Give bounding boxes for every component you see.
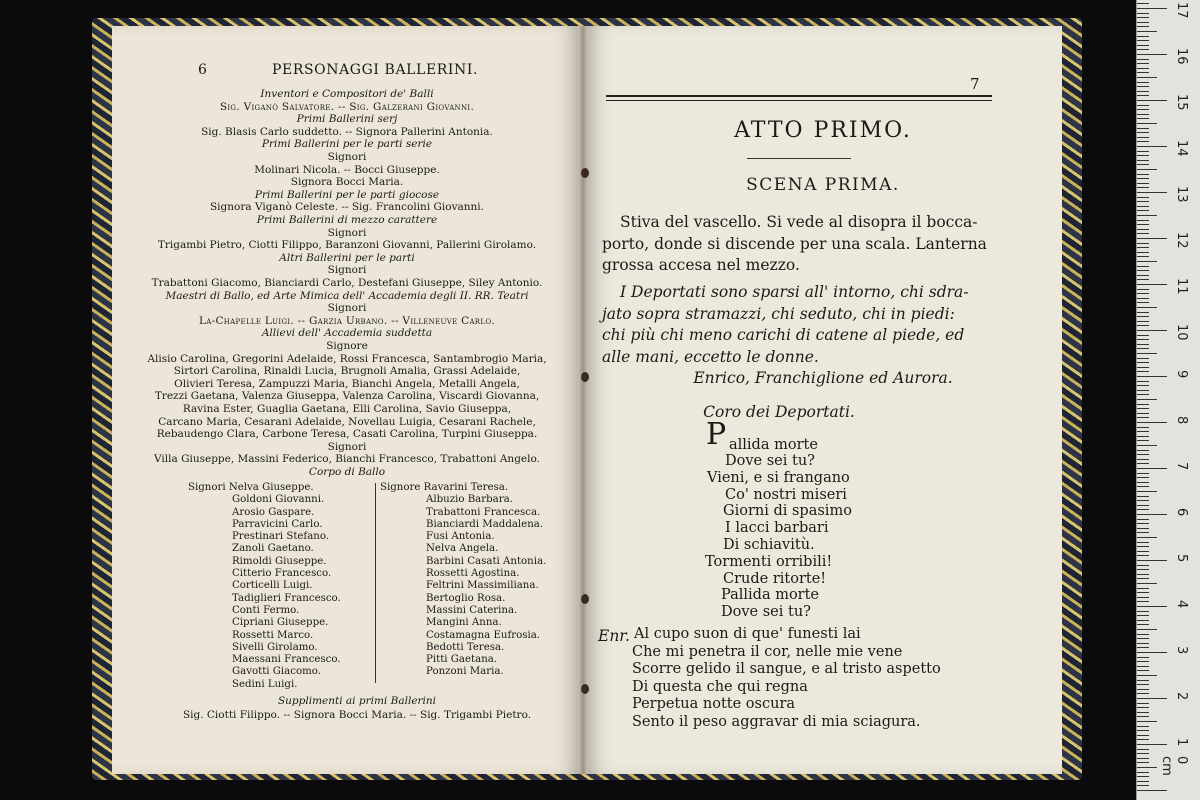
ruler-tick bbox=[1137, 509, 1149, 510]
corpo-entry: Rossetti Agostina. bbox=[426, 568, 520, 580]
corpo-entry: Sivelli Girolamo. bbox=[232, 641, 318, 653]
ruler-tick bbox=[1137, 289, 1149, 290]
ruler-tick bbox=[1137, 735, 1149, 736]
ruler-tick bbox=[1137, 40, 1149, 41]
ruler-tick bbox=[1137, 348, 1149, 349]
cast-line: Corpo di Ballo bbox=[308, 466, 386, 478]
ruler-tick bbox=[1137, 128, 1149, 129]
cast-line: Signori bbox=[327, 302, 367, 315]
ruler-tick bbox=[1137, 22, 1149, 23]
corpo-entry: Nelva Angela. bbox=[426, 543, 499, 555]
ruler-tick bbox=[1137, 753, 1149, 754]
ruler-tick bbox=[1137, 693, 1149, 694]
ruler-number: 7 bbox=[1174, 462, 1189, 471]
ruler-number: 12 bbox=[1174, 232, 1189, 249]
ruler-tick bbox=[1137, 528, 1149, 529]
ruler-tick bbox=[1137, 358, 1149, 359]
enrico-line: Scorre gelido il sangue, e al tristo aspetto bbox=[632, 661, 941, 677]
ruler-tick bbox=[1137, 408, 1149, 409]
corpo-entry: Zanoli Gaetano. bbox=[232, 543, 314, 555]
cast-line: Villa Giuseppe, Massini Federico, Bianchi Francesco, Trabattoni Angelo. bbox=[154, 453, 540, 466]
ruler-tick bbox=[1137, 698, 1167, 699]
corpo-entry: Parravicini Carlo. bbox=[232, 518, 323, 530]
ruler-tick bbox=[1137, 371, 1149, 372]
ruler-tick bbox=[1137, 445, 1157, 446]
corpo-entry: Ponzoni Maria. bbox=[426, 666, 504, 678]
ruler-tick bbox=[1137, 776, 1149, 777]
ruler-tick bbox=[1137, 45, 1149, 46]
supplimenti-line: Sig. Ciotti Filippo. -- Signora Bocci Maria. -- Sig. Trigambi Pietro. bbox=[182, 709, 532, 721]
ruler-number: 13 bbox=[1174, 186, 1189, 203]
ruler-tick bbox=[1137, 13, 1149, 14]
ruler-tick bbox=[1137, 105, 1149, 106]
ruler-tick bbox=[1137, 284, 1167, 285]
corpo-entry: Tadiglieri Francesco. bbox=[232, 592, 341, 604]
ruler-tick bbox=[1137, 767, 1157, 768]
ruler-tick bbox=[1137, 367, 1149, 368]
ruler-tick bbox=[1137, 431, 1149, 432]
ruler-tick bbox=[1137, 721, 1157, 722]
ruler-tick bbox=[1137, 523, 1149, 524]
ruler-tick bbox=[1137, 31, 1157, 32]
corpo-entry: Conti Fermo. bbox=[232, 604, 300, 616]
cast-line: Primi Ballerini serj bbox=[296, 113, 398, 126]
ruler-tick bbox=[1137, 744, 1167, 745]
dropcap: P bbox=[706, 417, 727, 452]
corpo-entry: Goldoni Giovanni. bbox=[232, 494, 325, 506]
supplimenti-title: Supplimenti ai primi Ballerini bbox=[277, 695, 437, 707]
ruler-tick bbox=[1137, 132, 1149, 133]
corpo-entry: Costamagna Eufrosia. bbox=[426, 629, 541, 641]
ruler-tick bbox=[1137, 91, 1149, 92]
ruler-tick bbox=[1137, 206, 1149, 207]
enrico-line: Che mi penetra il cor, nelle mie vene bbox=[632, 643, 903, 660]
ruler-number: 8 bbox=[1174, 416, 1189, 425]
ruler-number: 5 bbox=[1174, 554, 1189, 563]
ruler-tick bbox=[1137, 36, 1149, 37]
ruler-tick bbox=[1137, 707, 1149, 708]
ruler-tick bbox=[1137, 468, 1167, 469]
ruler-tick bbox=[1137, 491, 1157, 492]
ruler-tick bbox=[1137, 505, 1149, 506]
ruler-number: 17 bbox=[1174, 2, 1189, 19]
ruler-tick bbox=[1137, 187, 1149, 188]
cast-line: La-Chapelle Luigi. -- Garzia Urbano. -- Villeneuve Carlo. bbox=[198, 314, 496, 327]
ruler-number: 2 bbox=[1174, 692, 1189, 701]
cast-line: Trigambi Pietro, Ciotti Filippo, Baranzoni Giovanni, Pallerini Girolamo. bbox=[157, 239, 537, 252]
ruler-tick bbox=[1137, 100, 1167, 101]
ruler-number: 15 bbox=[1174, 94, 1189, 111]
ruler-tick bbox=[1137, 174, 1149, 175]
ruler-tick bbox=[1137, 325, 1149, 326]
ruler-tick bbox=[1137, 670, 1149, 671]
ruler-number: 6 bbox=[1174, 508, 1189, 517]
left-page-number: 6 bbox=[198, 62, 208, 78]
ruler-tick bbox=[1137, 680, 1149, 681]
ruler-tick bbox=[1137, 72, 1149, 73]
ruler-tick bbox=[1137, 486, 1149, 487]
cast-line: Signori bbox=[327, 440, 367, 453]
header-rule-top bbox=[606, 95, 992, 97]
left-page-title: PERSONAGGI BALLERINI. bbox=[272, 62, 479, 78]
cast-line: Sig. Blasis Carlo suddetto. -- Signora Pallerini Antonia. bbox=[201, 125, 493, 138]
ruler-tick bbox=[1137, 330, 1167, 331]
ruler-tick bbox=[1137, 151, 1149, 152]
ruler-number: 0 cm bbox=[1159, 756, 1189, 776]
ruler-tick bbox=[1137, 555, 1149, 556]
ruler-tick bbox=[1137, 758, 1149, 759]
cast-line: Inventori e Compositori de' Balli bbox=[260, 88, 434, 100]
ruler-tick bbox=[1137, 624, 1149, 625]
ruler-tick bbox=[1137, 427, 1149, 428]
ruler-tick bbox=[1137, 500, 1149, 501]
ruler-tick bbox=[1137, 551, 1149, 552]
ruler-tick bbox=[1137, 542, 1149, 543]
measurement-ruler bbox=[1136, 0, 1200, 800]
corpo-entry: Gavotti Giacomo. bbox=[232, 666, 321, 678]
ruler-number: 16 bbox=[1174, 48, 1189, 65]
ruler-tick bbox=[1137, 684, 1149, 685]
ruler-tick bbox=[1137, 661, 1149, 662]
cast-line: Signora Viganò Celeste. -- Sig. Francolini Giovanni. bbox=[209, 201, 484, 214]
characters-line: Enrico, Franchiglione ed Aurora. bbox=[693, 369, 953, 387]
ruler-tick bbox=[1137, 3, 1149, 4]
ruler-tick bbox=[1137, 137, 1149, 138]
ruler-tick bbox=[1137, 256, 1149, 257]
column-divider bbox=[375, 483, 376, 683]
ruler-number: 11 bbox=[1174, 278, 1189, 295]
ruler-tick bbox=[1137, 560, 1167, 561]
ruler-tick bbox=[1137, 422, 1167, 423]
cast-line: Signori bbox=[327, 226, 367, 239]
ruler-tick bbox=[1137, 519, 1149, 520]
ruler-tick bbox=[1137, 454, 1149, 455]
corpo-entry: Pitti Gaetana. bbox=[426, 654, 498, 666]
speaker-label: Enr. bbox=[598, 627, 630, 645]
ruler-tick bbox=[1137, 252, 1149, 253]
ruler-tick bbox=[1137, 312, 1149, 313]
ruler-tick bbox=[1137, 436, 1149, 437]
chorus-line: I lacci barbari bbox=[725, 520, 829, 537]
direction-line: grossa accesa nel mezzo. bbox=[602, 256, 800, 275]
ruler-number: 10 bbox=[1174, 324, 1189, 341]
chorus-line: Crude ritorte! bbox=[723, 570, 827, 587]
description-line: jato sopra stramazzi, chi seduto, chi in piedi: bbox=[602, 304, 955, 323]
ruler-tick bbox=[1137, 123, 1157, 124]
ruler-tick bbox=[1137, 629, 1157, 630]
corpo-entry: Mangini Anna. bbox=[426, 617, 502, 629]
ruler-tick bbox=[1137, 275, 1149, 276]
ruler-tick bbox=[1137, 192, 1167, 193]
ruler-tick bbox=[1137, 8, 1167, 9]
ruler-tick bbox=[1137, 270, 1149, 271]
ruler-tick bbox=[1137, 201, 1149, 202]
ruler-tick bbox=[1137, 261, 1157, 262]
ruler-tick bbox=[1137, 459, 1149, 460]
corpo-entry: Maessani Francesco. bbox=[232, 654, 341, 666]
ruler-tick bbox=[1137, 716, 1149, 717]
ruler-tick bbox=[1137, 588, 1149, 589]
act-title: ATTO PRIMO. bbox=[734, 118, 912, 143]
ruler-tick bbox=[1137, 666, 1149, 667]
corpo-entry: Massini Caterina. bbox=[426, 604, 518, 616]
ruler-tick bbox=[1137, 592, 1149, 593]
ruler-tick bbox=[1137, 537, 1157, 538]
ruler-tick bbox=[1137, 482, 1149, 483]
ruler-tick bbox=[1137, 183, 1149, 184]
direction-line: Stiva del vascello. Si vede al disopra il bocca- bbox=[620, 213, 978, 231]
cast-line: Trezzi Gaetana, Valenza Giuseppa, Valenza Carolina, Viscardi Giovanna, bbox=[154, 390, 540, 403]
ruler-tick bbox=[1137, 82, 1149, 83]
cast-line: Olivieri Teresa, Zampuzzi Maria, Bianchi Angela, Metalli Angela, bbox=[174, 377, 520, 390]
chorus-line: Dove sei tu? bbox=[721, 604, 811, 621]
ruler-tick bbox=[1137, 238, 1167, 239]
corpo-entry: Citterio Francesco. bbox=[232, 568, 332, 580]
ruler-tick bbox=[1137, 652, 1167, 653]
corpo-entry: Corticelli Luigi. bbox=[232, 580, 313, 592]
ruler-tick bbox=[1137, 49, 1149, 50]
ruler-tick bbox=[1137, 601, 1149, 602]
corpo-entry: Signori Nelva Giuseppe. bbox=[188, 482, 314, 493]
ruler-tick bbox=[1137, 307, 1157, 308]
ruler-tick bbox=[1137, 496, 1149, 497]
ruler-tick bbox=[1137, 583, 1157, 584]
cast-line: Trabattoni Giacomo, Bianciardi Carlo, Destefani Giuseppe, Siley Antonio. bbox=[151, 277, 543, 289]
cast-line: Alisio Carolina, Gregorini Adelaide, Rossi Francesca, Santambrogio Maria, bbox=[147, 352, 547, 365]
corpo-entry: Rimoldi Giuseppe. bbox=[232, 555, 327, 567]
description-line: I Deportati sono sparsi all' intorno, chi sdra- bbox=[620, 283, 969, 301]
cast-line: Molinari Nicola. -- Bocci Giuseppe. bbox=[254, 163, 440, 176]
cast-line: Signora Bocci Maria. bbox=[290, 176, 404, 189]
cast-line: Signore bbox=[326, 340, 368, 352]
left-page-text bbox=[112, 0, 582, 800]
ruler-number: 4 bbox=[1174, 600, 1189, 609]
ruler-tick bbox=[1137, 399, 1157, 400]
corpo-left-column bbox=[188, 482, 341, 691]
ruler-tick bbox=[1137, 293, 1149, 294]
direction-line: porto, donde si discende per una scala. Lanterna bbox=[602, 234, 987, 253]
cast-line: Primi Ballerini di mezzo carattere bbox=[256, 214, 438, 226]
scene-title: SCENA PRIMA. bbox=[746, 175, 900, 195]
ruler-tick bbox=[1137, 606, 1167, 607]
ruler-tick bbox=[1137, 463, 1149, 464]
ruler-tick bbox=[1137, 169, 1157, 170]
ruler-tick bbox=[1137, 450, 1149, 451]
ruler-tick bbox=[1137, 546, 1149, 547]
ruler-tick bbox=[1137, 404, 1149, 405]
ruler-tick bbox=[1137, 95, 1149, 96]
ruler-tick bbox=[1137, 220, 1149, 221]
enrico-line: Perpetua notte oscura bbox=[632, 696, 796, 712]
ruler-tick bbox=[1137, 118, 1149, 119]
ruler-tick bbox=[1137, 739, 1149, 740]
ruler-tick bbox=[1137, 394, 1149, 395]
corpo-entry: Prestinari Stefano. bbox=[232, 531, 330, 543]
ruler-tick bbox=[1137, 657, 1149, 658]
ruler-tick bbox=[1137, 155, 1149, 156]
ruler-tick bbox=[1137, 63, 1149, 64]
ruler-tick bbox=[1137, 279, 1149, 280]
corpo-entry: Rossetti Marco. bbox=[232, 629, 314, 641]
ruler-tick bbox=[1137, 197, 1149, 198]
ruler-tick bbox=[1137, 141, 1149, 142]
ruler-tick bbox=[1137, 689, 1149, 690]
chorus-line: Tormenti orribili! bbox=[705, 553, 833, 570]
ruler-tick bbox=[1137, 634, 1149, 635]
ruler-tick bbox=[1137, 335, 1149, 336]
cast-line: Ravina Ester, Guaglia Gaetana, Elli Carolina, Savio Giuseppa, bbox=[182, 403, 512, 415]
cast-line: Sirtori Carolina, Rinaldi Lucia, Brugnoli Amalia, Grassi Adelaide, bbox=[173, 365, 521, 378]
enrico-line: Di questa che qui regna bbox=[632, 678, 808, 695]
ruler-tick bbox=[1137, 730, 1149, 731]
corpo-entry: Arosio Gaspare. bbox=[232, 506, 315, 518]
ruler-tick bbox=[1137, 532, 1149, 533]
ruler-tick bbox=[1137, 376, 1167, 377]
right-page-number: 7 bbox=[970, 75, 980, 93]
ruler-tick bbox=[1137, 385, 1149, 386]
ruler-tick bbox=[1137, 224, 1149, 225]
ruler-tick bbox=[1137, 160, 1149, 161]
ruler-tick bbox=[1137, 164, 1149, 165]
corpo-entry: Sedini Luigi. bbox=[232, 678, 298, 690]
description-line: chi più chi meno carichi di catene al piede, ed bbox=[602, 326, 965, 345]
ruler-tick bbox=[1137, 243, 1149, 244]
ruler-tick bbox=[1137, 647, 1149, 648]
binding-hole bbox=[581, 684, 589, 694]
ruler-tick bbox=[1137, 675, 1157, 676]
ruler-tick bbox=[1137, 215, 1157, 216]
ruler-number: 14 bbox=[1174, 140, 1189, 157]
act-underline bbox=[747, 158, 851, 159]
ruler-tick bbox=[1137, 77, 1157, 78]
ruler-number: 9 bbox=[1174, 370, 1189, 379]
ruler-tick bbox=[1137, 59, 1149, 60]
corpo-entry: Bertoglio Rosa. bbox=[426, 592, 506, 604]
corpo-entry: Bianciardi Maddalena. bbox=[426, 518, 544, 530]
ruler-tick bbox=[1137, 477, 1149, 478]
cast-line: Allievi dell' Accademia suddetta bbox=[261, 327, 433, 340]
cast-line: Altri Ballerini per le parti bbox=[279, 251, 415, 264]
ruler-tick bbox=[1137, 417, 1149, 418]
ruler-tick bbox=[1137, 712, 1149, 713]
ruler-tick bbox=[1137, 229, 1149, 230]
ruler-tick bbox=[1137, 321, 1149, 322]
ruler-tick bbox=[1137, 86, 1149, 87]
ruler-tick bbox=[1137, 611, 1149, 612]
chorus-line: Co' nostri miseri bbox=[725, 486, 847, 503]
corpo-entry: Albuzio Barbara. bbox=[426, 494, 513, 506]
ruler-tick bbox=[1137, 569, 1149, 570]
corpo-entry: Feltrini Massimiliana. bbox=[426, 580, 539, 592]
ruler-tick bbox=[1137, 565, 1149, 566]
ruler-tick bbox=[1137, 114, 1149, 115]
ruler-tick bbox=[1137, 302, 1149, 303]
ruler-tick bbox=[1137, 514, 1167, 515]
ruler-tick bbox=[1137, 247, 1149, 248]
ruler-tick bbox=[1137, 266, 1149, 267]
ruler-tick bbox=[1137, 578, 1149, 579]
corpo-entry: Signore Ravarini Teresa. bbox=[380, 482, 509, 493]
ruler-tick bbox=[1137, 17, 1149, 18]
ruler-tick bbox=[1137, 339, 1149, 340]
ruler-tick bbox=[1137, 146, 1167, 147]
cast-line: Maestri di Ballo, ed Arte Mimica dell' Accademia degli II. RR. Teatri bbox=[165, 289, 529, 302]
ruler-tick bbox=[1137, 26, 1149, 27]
cast-line: Rebaudengo Clara, Carbone Teresa, Casati Carolina, Turpini Giuseppa. bbox=[156, 428, 538, 441]
cast-line: Signori bbox=[327, 151, 367, 163]
chorus-line: Dove sei tu? bbox=[725, 453, 815, 469]
chorus-title: Coro dei Deportati. bbox=[703, 403, 855, 421]
ruler-tick bbox=[1137, 54, 1167, 55]
corpo-right-column bbox=[380, 482, 546, 679]
ruler-tick bbox=[1137, 703, 1149, 704]
cast-line: Signori bbox=[327, 264, 367, 277]
ruler-tick bbox=[1137, 109, 1149, 110]
chorus-line: Pallida morte bbox=[721, 587, 820, 604]
ruler-tick bbox=[1137, 762, 1149, 763]
ruler-tick bbox=[1137, 68, 1149, 69]
ruler-tick bbox=[1137, 620, 1149, 621]
chorus-line: allida morte bbox=[729, 437, 818, 453]
cast-line: Carcano Maria, Cesarani Adelaide, Novellau Luigia, Cesarani Rachele, bbox=[158, 415, 536, 428]
ruler-tick bbox=[1137, 726, 1149, 727]
ruler-tick bbox=[1137, 390, 1149, 391]
ruler-tick bbox=[1137, 597, 1149, 598]
ruler-tick bbox=[1137, 749, 1149, 750]
enrico-line: Al cupo suon di que' funesti lai bbox=[634, 626, 861, 642]
ruler-tick bbox=[1137, 353, 1157, 354]
ruler-tick bbox=[1137, 643, 1149, 644]
ruler-number: 1 bbox=[1174, 738, 1189, 747]
ruler-tick bbox=[1137, 210, 1149, 211]
ruler-tick bbox=[1137, 473, 1149, 474]
ruler-tick bbox=[1137, 298, 1149, 299]
ruler-tick bbox=[1137, 790, 1167, 791]
ruler-number: 3 bbox=[1174, 646, 1189, 655]
binding-hole bbox=[581, 594, 589, 604]
chorus-line: Giorni di spasimo bbox=[723, 503, 852, 520]
ruler-tick bbox=[1137, 638, 1149, 639]
ruler-tick bbox=[1137, 381, 1149, 382]
ruler-tick bbox=[1137, 316, 1149, 317]
header-rule-bottom bbox=[606, 100, 992, 101]
corpo-entry: Bedotti Teresa. bbox=[426, 641, 505, 653]
corpo-entry: Cipriani Giuseppe. bbox=[232, 617, 329, 629]
corpo-entry: Trabattoni Francesca. bbox=[426, 506, 541, 518]
description-line: alle mani, eccetto le donne. bbox=[602, 347, 819, 366]
ruler-tick bbox=[1137, 344, 1149, 345]
ruler-tick bbox=[1137, 413, 1149, 414]
cast-line: Sig. Viganò Salvatore. -- Sig. Galzerani Giovanni. bbox=[219, 100, 475, 113]
ruler-tick bbox=[1137, 785, 1149, 786]
enrico-line: Sento il peso aggravar di mia sciagura. bbox=[632, 713, 921, 730]
corpo-entry: Barbini Casati Antonia. bbox=[426, 555, 547, 567]
chorus-line: Di schiavitù. bbox=[723, 537, 815, 553]
chorus-line: Vieni, e si frangano bbox=[707, 469, 850, 486]
ruler-tick bbox=[1137, 781, 1149, 782]
cast-line: Primi Ballerini per le parti serie bbox=[261, 138, 433, 151]
ruler-tick bbox=[1137, 440, 1149, 441]
ruler-tick bbox=[1137, 362, 1149, 363]
ruler-tick bbox=[1137, 233, 1149, 234]
ruler-tick bbox=[1137, 574, 1149, 575]
ruler-tick bbox=[1137, 615, 1149, 616]
ruler-tick bbox=[1137, 772, 1149, 773]
ruler-tick bbox=[1137, 178, 1149, 179]
corpo-entry: Fusi Antonia. bbox=[426, 531, 495, 543]
cast-line: Primi Ballerini per le parti giocose bbox=[254, 188, 440, 201]
